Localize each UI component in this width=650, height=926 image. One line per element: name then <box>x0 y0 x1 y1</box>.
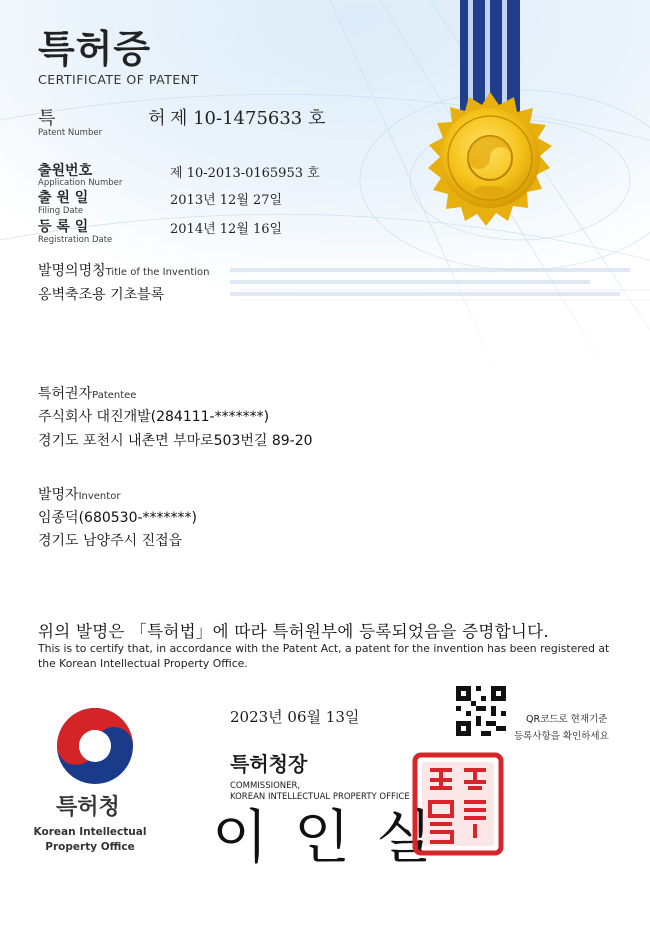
qr-code-icon[interactable] <box>456 686 506 736</box>
patentee-label-en: Patentee <box>92 390 137 401</box>
commissioner-title-en-1: COMMISSIONER, <box>230 781 301 791</box>
certification-statement-en-2: the Korean Intellectual Property Office. <box>38 657 248 670</box>
application-number-label: 출원번호 <box>38 163 93 179</box>
invention-label: 발명의명칭 <box>38 263 106 279</box>
issue-date: 2023년 06월 13일 <box>230 708 360 726</box>
registration-date-label-en: Registration Date <box>38 235 113 245</box>
certificate-subtitle: CERTIFICATE OF PATENT <box>38 72 199 87</box>
patent-number-label: 특 허 <box>38 108 180 129</box>
kipo-logo-icon <box>55 706 135 786</box>
patentee-label-row <box>38 383 136 403</box>
patentee-name: 주식회사 대진개발(284111-*******) <box>38 409 270 425</box>
filing-date-value: 2013년 12월 27일 <box>170 193 283 208</box>
qr-note-1: QR코드로 현재기준 <box>526 714 608 725</box>
commissioner-title-en-2: KOREAN INTELLECTUAL PROPERTY OFFICE <box>230 792 410 802</box>
certificate-title: 특허증 <box>38 27 152 71</box>
patent-number-label-en: Patent Number <box>38 128 103 138</box>
official-stamp <box>412 752 504 856</box>
registration-date-label: 등 록 일 <box>38 219 89 235</box>
inventor-label: 발명자 <box>38 487 79 503</box>
invention-label-en: Title of the Invention <box>105 267 210 278</box>
commissioner-signature: 이인실 <box>212 803 459 871</box>
filing-date-label: 출 원 일 <box>38 190 89 206</box>
application-number-value: 제 10-2013-0165953 호 <box>170 166 320 181</box>
kipo-name-en-2: Property Office <box>45 841 135 853</box>
commissioner-title: 특허청장 <box>230 752 308 776</box>
registration-date-value: 2014년 12월 16일 <box>170 222 283 237</box>
inventor-name: 임종덕(680530-*******) <box>38 510 197 526</box>
patentee-address: 경기도 포천시 내촌면 부마로503번길 89-20 <box>38 433 313 449</box>
qr-note-2: 등록사항을 확인하세요 <box>514 731 609 742</box>
certification-statement: 위의 발명은 「특허법」에 따라 특허원부에 등록되었음을 증명합니다. <box>38 622 549 641</box>
invention-label-row <box>38 260 210 280</box>
kipo-name-en-1: Korean Intellectual <box>33 826 147 838</box>
inventor-label-row <box>38 484 120 504</box>
patentee-label: 특허권자 <box>38 386 93 402</box>
invention-title: 옹벽축조용 기초블록 <box>38 287 165 303</box>
inventor-label-en: Inventor <box>78 491 121 502</box>
certification-statement-en-1: This is to certify that, in accordance with the Patent Act, a patent for the invention has been registered at <box>38 642 610 655</box>
kipo-name-ko: 특허청 <box>56 795 120 820</box>
inventor-address: 경기도 남양주시 진접읍 <box>38 533 183 549</box>
application-number-label-en: Application Number <box>38 178 123 188</box>
filing-date-label-en: Filing Date <box>38 206 84 216</box>
patent-number-value: 제 10-1475633 호 <box>170 108 326 129</box>
